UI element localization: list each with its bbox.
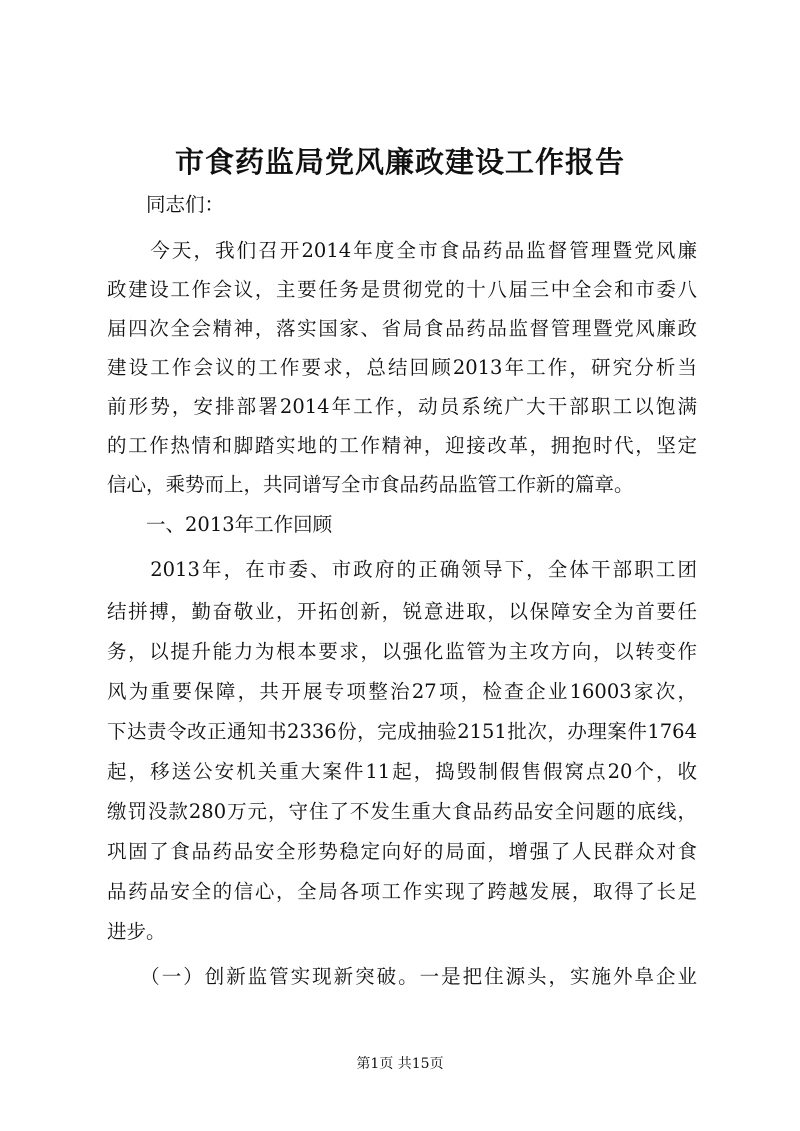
document-title: 市食药监局党风廉政建设工作报告 [174, 145, 625, 179]
section-heading: 一、2013年工作回顾 [107, 513, 333, 536]
body-line: 起，移送公安机关重大案件11起，捣毁制假售假窝点20个，收 [107, 760, 697, 783]
body-line: 届四次全会精神，落实国家、省局食品药品监督管理暨党风廉政 [107, 317, 697, 340]
greeting-line: 同志们： [107, 193, 225, 216]
body-line: 品药品安全的信心，全局各项工作实现了跨越发展，取得了长足 [107, 880, 697, 903]
body-line: 巩固了食品药品安全形势稳定向好的局面，增强了人民群众对食 [107, 840, 697, 863]
body-line: 2013年，在市委、市政府的正确领导下，全体干部职工团 [107, 558, 697, 581]
body-line: 的工作热情和脚踏实地的工作精神，迎接改革，拥抱时代，坚定 [107, 434, 697, 457]
subsection-line: （一）创新监管实现新突破。一是把住源头，实施外阜企业 [107, 965, 697, 988]
body-line: 信心，乘势而上，共同谱写全市食品药品监管工作新的篇章。 [107, 473, 634, 496]
body-line: 建设工作会议的工作要求，总结回顾2013年工作，研究分析当 [107, 356, 697, 379]
body-line: 前形势，安排部署2014年工作，动员系统广大干部职工以饱满 [107, 395, 697, 418]
body-line: 风为重要保障，共开展专项整治27项，检查企业16003家次， [107, 680, 697, 703]
body-line: 今天，我们召开2014年度全市食品药品监督管理暨党风廉 [107, 239, 697, 262]
body-line: 结拼搏，勤奋敬业，开拓创新，锐意进取，以保障安全为首要任 [107, 600, 697, 623]
body-line: 缴罚没款280万元，守住了不发生重大食品药品安全问题的底线， [107, 800, 697, 823]
page-number-footer: 第1页 共15页 [356, 1056, 444, 1072]
body-line: 进步。 [107, 920, 166, 943]
body-line: 下达责令改正通知书2336份，完成抽验2151批次，办理案件1764 [107, 720, 697, 743]
body-line: 务，以提升能力为根本要求，以强化监管为主攻方向，以转变作 [107, 640, 697, 663]
body-line: 政建设工作会议，主要任务是贯彻党的十八届三中全会和市委八 [107, 278, 697, 301]
